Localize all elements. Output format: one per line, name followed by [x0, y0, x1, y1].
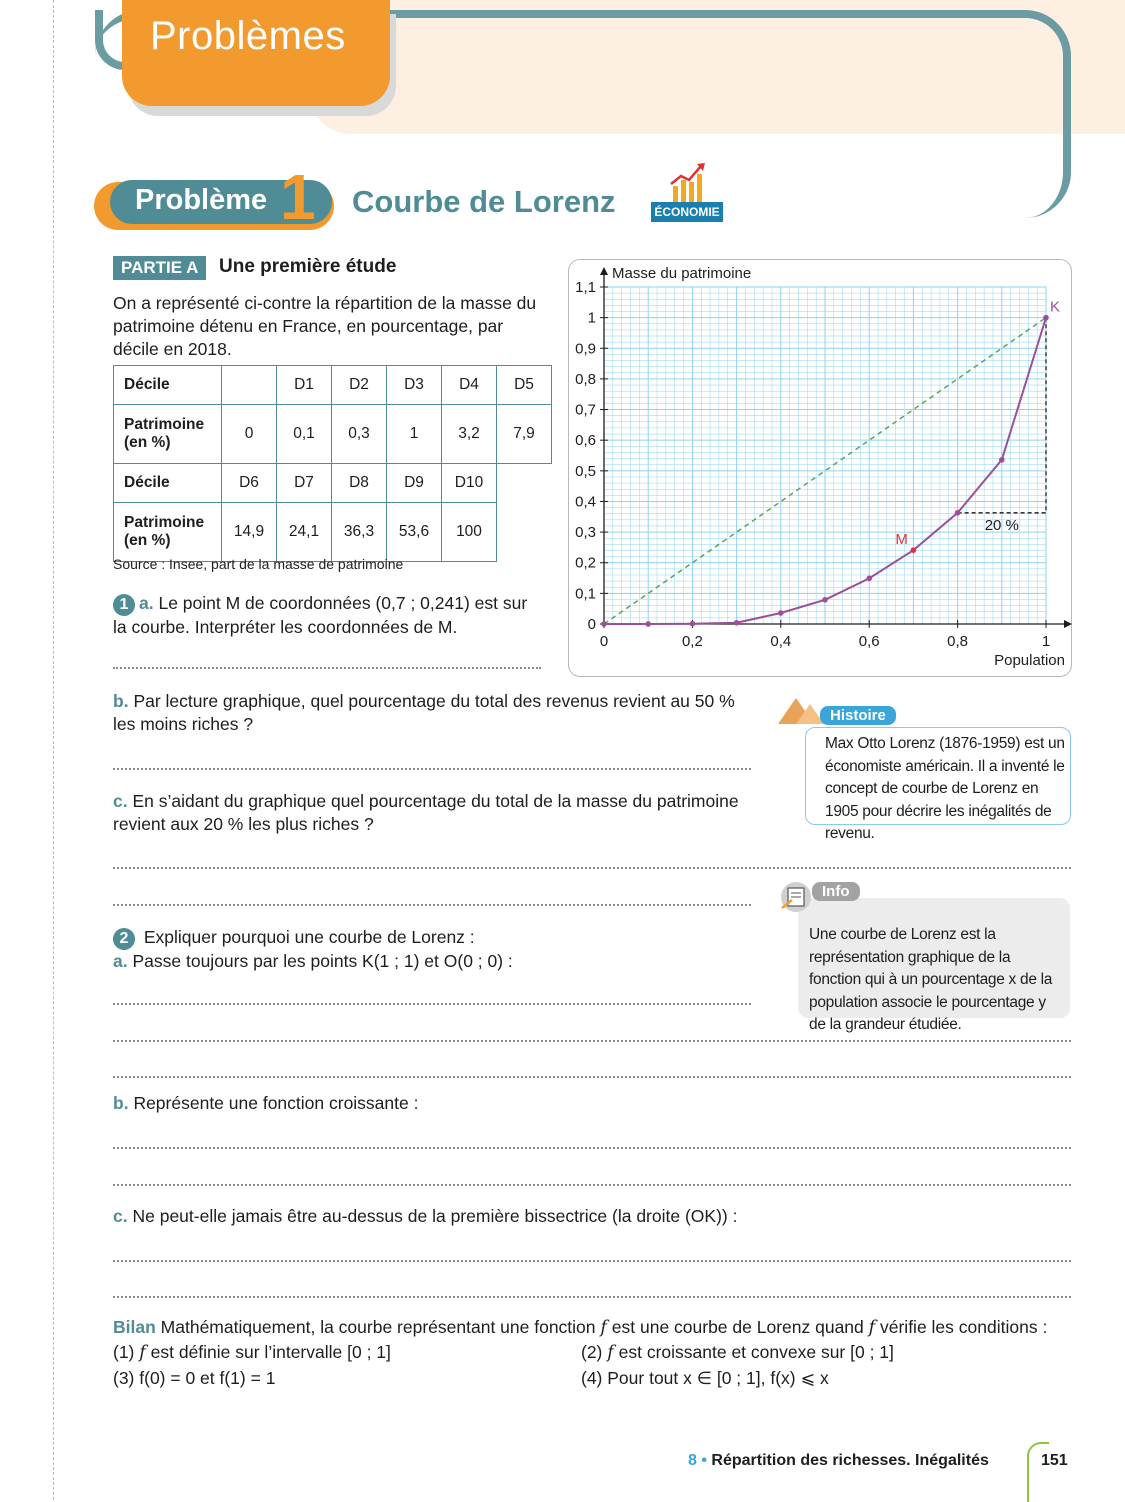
table-cell: D1	[277, 366, 332, 405]
header-frame-post	[1063, 62, 1071, 134]
question-2b	[113, 1092, 753, 1115]
bilan-condition-2	[581, 1341, 894, 1365]
answer-line[interactable]	[113, 1184, 1071, 1186]
question-2	[113, 926, 753, 973]
y-axis-arrow	[600, 267, 608, 275]
table-empty-cell	[497, 464, 552, 503]
function-symbol: f	[868, 1318, 876, 1338]
question-text: Représente une fonction croissante :	[133, 1093, 419, 1113]
question-text: Expliquer pourquoi une courbe de Lorenz :	[143, 927, 475, 947]
table-cell: D9	[387, 464, 442, 503]
y-tick-label: 0,3	[575, 524, 596, 542]
condition-number: (1)	[113, 1342, 135, 1362]
x-tick-label: 0,8	[947, 633, 969, 650]
answer-line[interactable]	[113, 1296, 1071, 1298]
table-cell: D4	[442, 366, 497, 405]
table-empty-cell	[497, 503, 552, 562]
bilan-intro	[113, 1316, 1093, 1340]
y-tick-label: 0,6	[575, 432, 596, 450]
table-cell: D2	[332, 366, 387, 405]
question-1c	[113, 790, 763, 836]
info-text: Une courbe de Lorenz est la représentation graphique de la fonction qui à un pourcentage x de la population associe le pourcentage y de la grandeur étudiée.	[809, 926, 1053, 1033]
condition-text: est croissante et convexe sur [0 ; 1]	[618, 1342, 894, 1362]
bilan-label: Bilan	[113, 1317, 156, 1337]
y-axis-label: Masse du patrimoine	[612, 265, 752, 282]
chapter-footer	[688, 1452, 989, 1470]
function-symbol: f	[607, 1343, 614, 1363]
condition-text: est définie sur l’intervalle [0 ; 1]	[150, 1342, 391, 1362]
y-tick-label: 0,4	[575, 493, 596, 511]
question-2c	[113, 1205, 1013, 1228]
table-header-cell: Patrimoine (en %)	[114, 405, 222, 464]
table-cell: D5	[497, 366, 552, 405]
y-tick-label: 0,5	[575, 462, 596, 480]
chapter-title: Répartition des richesses. Inégalités	[711, 1452, 989, 1469]
y-tick-label: 1	[587, 309, 596, 327]
x-axis-arrow	[1064, 620, 1072, 628]
question-text: Passe toujours par les points K(1 ; 1) et O(0 ; 0) :	[132, 951, 513, 971]
point-m	[911, 547, 917, 553]
chart-grid	[604, 287, 1046, 624]
lorenz-point	[955, 510, 961, 516]
y-tick-label: 0	[587, 616, 596, 633]
problem-number: 1	[280, 161, 316, 233]
scroll-info-icon	[778, 880, 816, 914]
x-tick-label: 0,4	[770, 633, 792, 650]
table-cell: 1	[387, 405, 442, 464]
table-cell: 0	[222, 405, 277, 464]
point-m-label: M	[895, 531, 908, 549]
table-cell: 53,6	[387, 503, 442, 562]
problem-label: Problème	[135, 184, 268, 216]
table-row	[114, 503, 552, 562]
y-tick-label: 0,1	[575, 585, 596, 603]
top20-label: 20 %	[984, 516, 1019, 534]
histoire-tag: Histoire	[820, 706, 896, 725]
lorenz-point	[645, 621, 651, 627]
part-a-tag: PARTIE A	[113, 256, 206, 280]
table-cell: 24,1	[277, 503, 332, 562]
table-cell: 36,3	[332, 503, 387, 562]
x-tick-label: 0,6	[858, 633, 880, 650]
lorenz-point	[778, 610, 784, 616]
question-label: a.	[139, 593, 154, 613]
question-label: b.	[113, 691, 129, 711]
question-text: Ne peut-elle jamais être au-dessus de la première bissectrice (la droite (OK)) :	[132, 1206, 738, 1226]
table-row	[114, 405, 552, 464]
answer-line[interactable]	[113, 1003, 751, 1005]
question-2-number: 2	[113, 928, 135, 950]
y-tick-label: 0,2	[575, 554, 596, 572]
answer-line[interactable]	[113, 867, 1071, 869]
table-source: Source : Insee, part de la masse de patrimoine	[113, 556, 404, 572]
function-symbol: f	[139, 1343, 146, 1363]
answer-line[interactable]	[113, 1147, 1071, 1149]
bilan-condition-1	[113, 1341, 391, 1365]
table-row	[114, 366, 552, 405]
info-tag: Info	[812, 882, 860, 901]
lorenz-point	[601, 621, 607, 627]
page-number: 151	[1041, 1452, 1068, 1469]
answer-line[interactable]	[113, 667, 541, 669]
y-tick-label: 0,7	[575, 401, 596, 419]
bilan-text: est une courbe de Lorenz quand	[611, 1317, 864, 1337]
x-tick-label: 0,2	[681, 633, 703, 650]
function-symbol: f	[600, 1318, 607, 1338]
chapter-number: 8	[688, 1452, 697, 1469]
point-k-label: K	[1050, 298, 1061, 316]
chart-axes	[600, 267, 1072, 628]
lorenz-point	[822, 597, 828, 603]
problem-title: Courbe de Lorenz	[352, 184, 616, 219]
y-tick-label: 0,8	[575, 370, 596, 388]
decile-table	[113, 365, 552, 562]
lorenz-point	[999, 457, 1005, 463]
bilan-text: vérifie les conditions :	[880, 1317, 1048, 1337]
table-cell: 0,1	[277, 405, 332, 464]
histoire-text: Max Otto Lorenz (1876-1959) est un économiste américain. Il a inventé le concept de courbe de Lorenz en 1905 pour décrire les inégalités de revenu.	[825, 735, 1065, 842]
bilan-text: Mathématiquement, la courbe représentant une fonction	[160, 1317, 596, 1337]
table-header-cell: Décile	[114, 366, 222, 405]
table-cell: 7,9	[497, 405, 552, 464]
question-text: Par lecture graphique, quel pourcentage du total des revenus revient au 50 % les moins riches ?	[113, 691, 735, 734]
question-label: c.	[113, 1206, 128, 1226]
table-cell: D7	[277, 464, 332, 503]
y-tick-label: 0,9	[575, 340, 596, 358]
bilan-condition-3: (3) f(0) = 0 et f(1) = 1	[113, 1368, 276, 1388]
table-cell: 14,9	[222, 503, 277, 562]
question-label: c.	[113, 791, 128, 811]
part-a-intro: On a représenté ci-contre la répartition de la masse du patrimoine détenu en France, en pourcentage, par décile en 2018.	[113, 293, 537, 359]
answer-line[interactable]	[113, 1076, 1071, 1078]
page-title: Problèmes	[150, 14, 346, 58]
answer-line[interactable]	[113, 904, 751, 906]
lorenz-point	[866, 576, 872, 582]
y-tick-label: 1,1	[575, 279, 596, 296]
question-text: En s’aidant du graphique quel pourcentage du total de la masse du patrimoine revient aux 20 % les plus riches ?	[113, 791, 739, 834]
table-cell: 100	[442, 503, 497, 562]
lorenz-point	[1043, 315, 1049, 321]
x-tick-label: 1	[1041, 633, 1051, 650]
question-1b	[113, 690, 753, 736]
condition-number: (2)	[581, 1342, 603, 1362]
table-cell: D6	[222, 464, 277, 503]
question-label: a.	[113, 951, 128, 971]
question-1-number: 1	[113, 594, 135, 616]
answer-line[interactable]	[113, 1260, 1071, 1262]
table-cell	[222, 366, 277, 405]
question-text: Le point M de coordonnées (0,7 ; 0,241) est sur la courbe. Interpréter les coordonnées de M.	[113, 593, 528, 637]
table-cell: 3,2	[442, 405, 497, 464]
table-cell: D10	[442, 464, 497, 503]
x-tick-label: 0	[599, 633, 609, 650]
answer-line[interactable]	[113, 1040, 1071, 1042]
table-cell: D3	[387, 366, 442, 405]
table-cell: 0,3	[332, 405, 387, 464]
economy-badge: ÉCONOMIE	[651, 202, 723, 222]
question-label: b.	[113, 1093, 129, 1113]
bilan-condition-4: (4) Pour tout x ∈ [0 ; 1], f(x) ⩽ x	[581, 1368, 829, 1388]
x-axis-label: Population	[994, 652, 1065, 669]
lorenz-point	[734, 620, 740, 626]
part-a-title: Une première étude	[219, 256, 397, 277]
table-header-cell: Patrimoine (en %)	[114, 503, 222, 562]
table-cell: D8	[332, 464, 387, 503]
answer-line[interactable]	[113, 768, 751, 770]
lorenz-point	[690, 621, 696, 627]
lorenz-chart	[568, 259, 1072, 677]
table-header-cell: Décile	[114, 464, 222, 503]
table-row	[114, 464, 552, 503]
question-1a	[113, 592, 543, 639]
page-number-bracket	[1027, 1442, 1049, 1502]
chapter-separator: •	[701, 1452, 707, 1469]
margin-line	[53, 0, 54, 1500]
